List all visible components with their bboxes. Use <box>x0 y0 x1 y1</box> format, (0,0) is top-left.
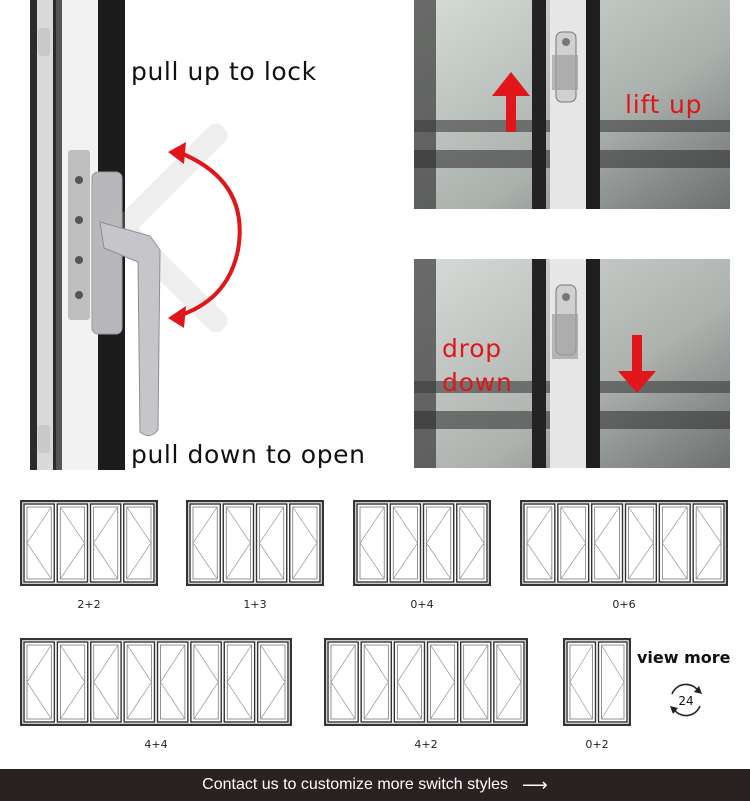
config-diagram-0-2 <box>563 638 631 726</box>
door-panel <box>494 642 524 722</box>
door-panel <box>191 642 221 722</box>
config-diagram-4-2 <box>324 638 528 726</box>
door-panel <box>428 642 458 722</box>
door-panel <box>361 642 391 722</box>
config-label: 0+4 <box>410 598 434 611</box>
arrow-right-icon: ⟶ <box>522 774 548 795</box>
config-label: 1+3 <box>243 598 267 611</box>
config-diagram-0-4 <box>353 500 491 586</box>
door-panel <box>290 504 320 582</box>
view-more-badge: 24 <box>678 694 694 708</box>
config-label: 4+2 <box>414 738 438 751</box>
label-drop-line2: down <box>442 368 513 397</box>
door-panel <box>57 504 87 582</box>
door-panel <box>626 504 657 582</box>
door-panel <box>190 504 220 582</box>
door-panel <box>24 642 54 722</box>
config-diagram-1-3 <box>186 500 324 586</box>
caption-pull-down: pull down to open <box>131 440 366 469</box>
label-lift-up: lift up <box>625 90 703 119</box>
door-panel <box>124 642 154 722</box>
photo-drop-down <box>414 259 730 468</box>
door-panel <box>223 504 253 582</box>
door-panel <box>457 504 487 582</box>
label-drop-line1: drop <box>442 334 502 363</box>
door-panel <box>461 642 491 722</box>
door-panel <box>91 642 121 722</box>
rotate-24-icon[interactable] <box>666 680 706 720</box>
config-label: 0+2 <box>585 738 609 751</box>
door-panel <box>124 504 154 582</box>
view-more-label[interactable]: view more <box>637 648 731 667</box>
config-diagram-4-4 <box>20 638 292 726</box>
door-panel <box>24 504 54 582</box>
door-panel <box>524 504 555 582</box>
config-label: 0+6 <box>612 598 636 611</box>
caption-pull-up: pull up to lock <box>131 57 317 86</box>
door-panel <box>258 642 288 722</box>
config-diagram-0-6 <box>520 500 728 586</box>
config-label: 2+2 <box>77 598 101 611</box>
door-panel <box>424 504 454 582</box>
door-panel <box>558 504 589 582</box>
door-panel <box>158 642 188 722</box>
footer-bar[interactable] <box>0 769 750 801</box>
photo-drop-down-svg <box>414 259 730 468</box>
door-panel <box>328 642 358 722</box>
footer-text: Contact us to customize more switch styles <box>202 776 509 793</box>
door-panel <box>57 642 87 722</box>
door-panel <box>693 504 724 582</box>
door-panel <box>394 642 424 722</box>
door-panel <box>599 642 628 722</box>
door-panel <box>659 504 690 582</box>
door-panel <box>390 504 420 582</box>
config-label: 4+4 <box>144 738 168 751</box>
door-panel <box>91 504 121 582</box>
rotate-24-svg <box>666 680 706 720</box>
config-diagram-2-2 <box>20 500 158 586</box>
door-panel <box>567 642 596 722</box>
door-panel <box>224 642 254 722</box>
door-panel <box>257 504 287 582</box>
door-panel <box>357 504 387 582</box>
door-panel <box>592 504 623 582</box>
